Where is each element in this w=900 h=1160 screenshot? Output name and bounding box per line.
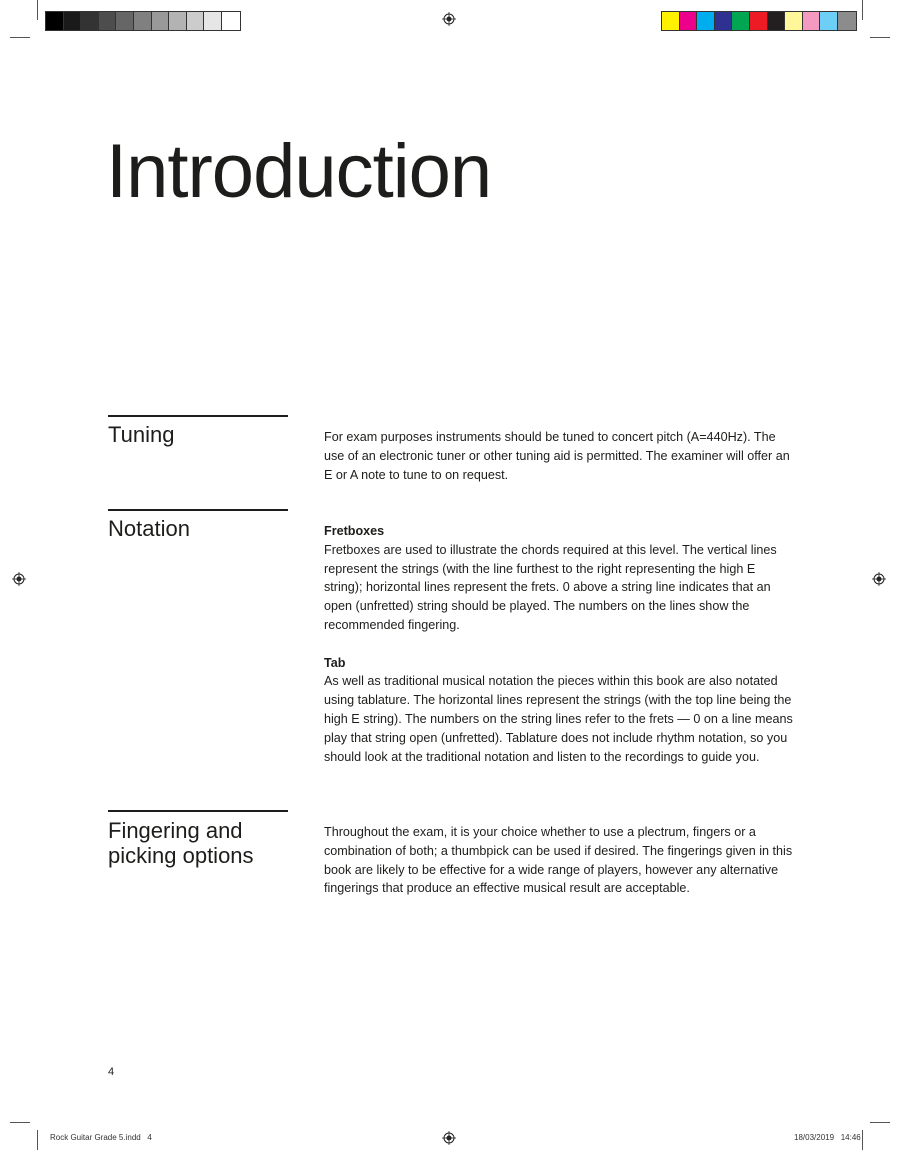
color-swatch (820, 12, 838, 30)
registration-mark-icon (442, 1131, 456, 1145)
registration-mark-icon (12, 572, 26, 586)
tab-heading: Tab (324, 655, 346, 670)
process-color-bar (661, 11, 857, 31)
crop-mark (862, 1130, 863, 1150)
color-swatch (64, 12, 82, 30)
crop-mark (862, 0, 863, 20)
tuning-heading: Tuning (108, 422, 175, 447)
section-divider (108, 810, 288, 812)
tuning-text: For exam purposes instruments should be tuned to concert pitch (A=440Hz). The use of an electronic tuner or other tuning aid is permitted. The examiner will offer an E or A note to tune to on request. (324, 430, 790, 482)
crop-mark (870, 1122, 890, 1123)
color-swatch (152, 12, 170, 30)
section-divider (108, 509, 288, 511)
color-swatch (204, 12, 222, 30)
tab-text: As well as traditional musical notation the pieces within this book are also notated using tablature. The horizontal lines represent the strings (with the top line being the high E string). The numbers on the string lines refer to the frets — 0 on a line means play that string open (unfretted). Tablature does not include rhythm notation, so you should look at the traditional notation and listen to the recordings to guide you. (324, 674, 793, 764)
color-swatch (750, 12, 768, 30)
color-swatch (732, 12, 750, 30)
color-swatch (222, 12, 240, 30)
color-swatch (715, 12, 733, 30)
crop-mark (10, 37, 30, 38)
color-swatch (785, 12, 803, 30)
slug-timestamp: 18/03/2019 14:46 (794, 1133, 861, 1142)
color-swatch (803, 12, 821, 30)
fretboxes-heading: Fretboxes (324, 524, 385, 538)
color-swatch (169, 12, 187, 30)
notation-heading: Notation (108, 516, 190, 541)
page-title: Introduction (106, 129, 492, 214)
color-swatch (680, 12, 698, 30)
color-swatch (697, 12, 715, 30)
color-swatch (662, 12, 680, 30)
notation-body (324, 522, 794, 766)
color-swatch (81, 12, 99, 30)
color-swatch (46, 12, 64, 30)
color-swatch (134, 12, 152, 30)
crop-mark (10, 1122, 30, 1123)
crop-mark (37, 1130, 38, 1150)
fretboxes-text: Fretboxes are used to illustrate the chords required at this level. The vertical lines represent the strings (with the line furthest to the right representing the high E string); horizontal lines represent the frets. 0 above a string line indicates that an open (unfretted) string should be played. The numbers on the lines show the recommended fingering. (324, 542, 777, 632)
color-swatch (838, 12, 856, 30)
grayscale-color-bar (45, 11, 241, 31)
slug-file-name: Rock Guitar Grade 5.indd 4 (50, 1133, 152, 1142)
registration-mark-icon (872, 572, 886, 586)
color-swatch (768, 12, 786, 30)
color-swatch (99, 12, 117, 30)
registration-mark-icon (442, 12, 456, 26)
crop-mark (37, 0, 38, 20)
fingering-text: Throughout the exam, it is your choice whether to use a plectrum, fingers or a combination of both; a thumbpick can be used if desired. The fingerings given in this book are likely to be effective for a wide range of players, however any alternative fingerings that produce an effective musical result are acceptable. (324, 825, 793, 896)
section-divider (108, 415, 288, 417)
color-swatch (116, 12, 134, 30)
page-number: 4 (108, 1066, 115, 1078)
crop-mark (870, 37, 890, 38)
color-swatch (187, 12, 205, 30)
fingering-heading: Fingering and picking options (108, 818, 254, 868)
